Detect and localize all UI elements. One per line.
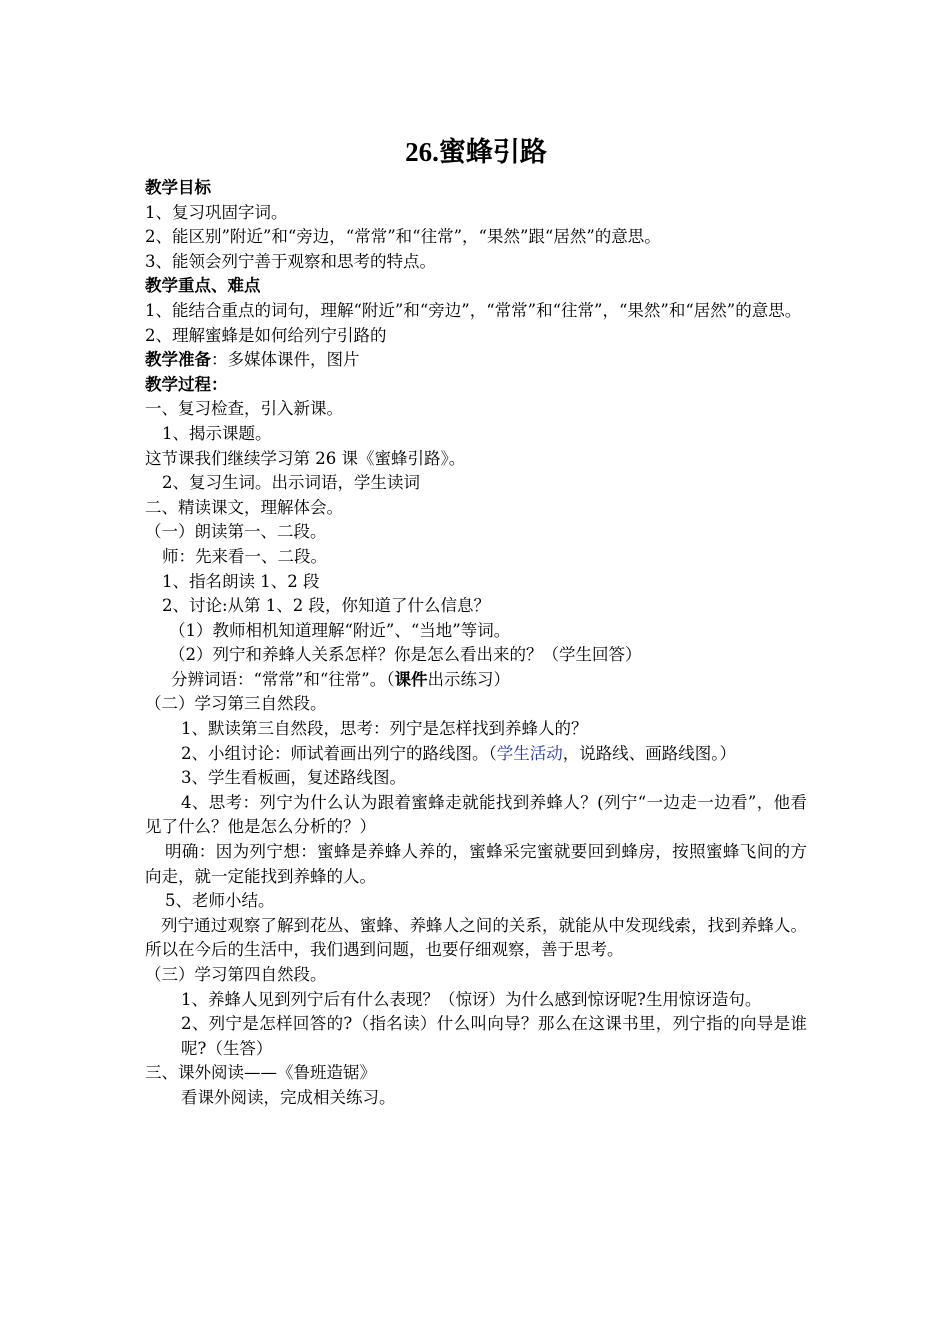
section-2-part-b-item-5: 5、老师小结。: [165, 891, 275, 911]
student-activity-label: 学生活动: [496, 743, 563, 763]
section-2-part-b-summary: 列宁通过观察了解到花丛、蜜蜂、养蜂人之间的关系，就能从中发现线索，找到养蜂人。所以在今后的生活中，我们遇到问题，也要仔细观察，善于思考。: [145, 915, 807, 960]
section-1-item-2: 2、复习生词。出示词语，学生读词: [162, 473, 420, 493]
section-2-part-a-sub-2: （2）列宁和养蜂人关系怎样？你是怎么看出来的？（学生回答）: [169, 645, 642, 665]
section-2-part-a-item-2: 2、讨论:从第 1、2 段，你知道了什么信息？: [162, 596, 491, 616]
word-distinction-text: 分辨词语：“常常”和“往常”。（: [171, 669, 395, 689]
section-2: 二、精读课文，理解体会。: [145, 497, 343, 517]
section-1-item-1-text: 这节课我们继续学习第 26 课《蜜蜂引路》。: [145, 448, 466, 468]
section-2-part-c: （三）学习第四自然段。: [145, 965, 327, 984]
heading-key-points: 教学重点、难点: [145, 276, 261, 296]
section-2-part-b-item-1: 1、默读第三自然段，思考：列宁是怎样找到养蜂人的？: [181, 719, 588, 739]
preparation: [145, 348, 807, 373]
section-1: 一、复习检查，引入新课。: [145, 399, 343, 419]
word-distinction-suffix: 出示练习）: [427, 669, 510, 689]
section-3-item-1: 看课外阅读，完成相关练习。: [181, 1087, 396, 1107]
goal-2: 2、能区别”附近”和“旁边，“常常”和“往常”，“果然”跟“居然”的意思。: [145, 227, 661, 247]
preparation-text: ：多媒体课件，图片: [211, 350, 360, 370]
heading-goals: 教学目标: [145, 178, 211, 197]
key-point-1: 1、能结合重点的词句，理解“附近”和“旁边”，“常常”和“往常”，“果然”和“居然”的意思。: [145, 300, 802, 320]
courseware-label: 课件: [394, 669, 428, 689]
section-3: 三、课外阅读——《鲁班造锯》: [145, 1063, 376, 1083]
section-2-part-c-item-1: 1、养蜂人见到列宁后有什么表现？（惊讶）为什么感到惊讶呢?生用惊讶造句。: [181, 989, 762, 1009]
preparation-label: 教学准备: [145, 350, 211, 370]
section-2-part-c-item-2: 2、列宁是怎样回答的?（指名读）什么叫向导？那么在这课书里，列宁指的向导是谁呢?（生答）: [181, 1014, 807, 1058]
section-2-part-a: （一）朗读第一、二段。: [145, 522, 327, 542]
group-discussion-text: 2、小组讨论：师试着画出列宁的路线图。（: [181, 743, 497, 763]
group-discussion-suffix: ，说路线、画路线图。）: [562, 743, 736, 763]
section-2-part-a-item-3: [145, 668, 807, 693]
section-2-part-b-item-2: [145, 742, 807, 767]
section-1-item-1: 1、揭示课题。: [162, 423, 272, 443]
goal-1: 1、复习巩固字词。: [145, 202, 288, 222]
goal-3: 3、能领会列宁善于观察和思考的特点。: [145, 251, 436, 271]
heading-process: 教学过程：: [145, 374, 228, 394]
section-2-part-a-intro: 师：先来看一、二段。: [162, 546, 327, 566]
document-body: [145, 176, 807, 1111]
section-2-part-a-sub-1: （1）教师相机知道理解“附近”、“当地”等词。: [169, 620, 511, 640]
document-title: 26.蜜蜂引路: [405, 137, 547, 167]
section-2-part-b-answer: 明确：因为列宁想：蜜蜂是养蜂人养的，蜜蜂采完蜜就要回到蜂房，按照蜜蜂飞间的方向走，就一定能找到养蜂的人。: [145, 842, 807, 886]
section-2-part-a-item-1: 1、指名朗读 1、2 段: [162, 571, 320, 591]
section-2-part-b: （二）学习第三自然段。: [145, 694, 327, 714]
section-2-part-b-item-3: 3、学生看板画，复述路线图。: [181, 768, 406, 788]
section-2-part-b-item-4: 4、思考：列宁为什么认为跟着蜜蜂走就能找到养蜂人？(列宁“一边走一边看”，他看见了什么？他是怎么分析的？）: [145, 792, 807, 837]
key-point-2: 2、理解蜜蜂是如何给列宁引路的: [145, 325, 387, 345]
